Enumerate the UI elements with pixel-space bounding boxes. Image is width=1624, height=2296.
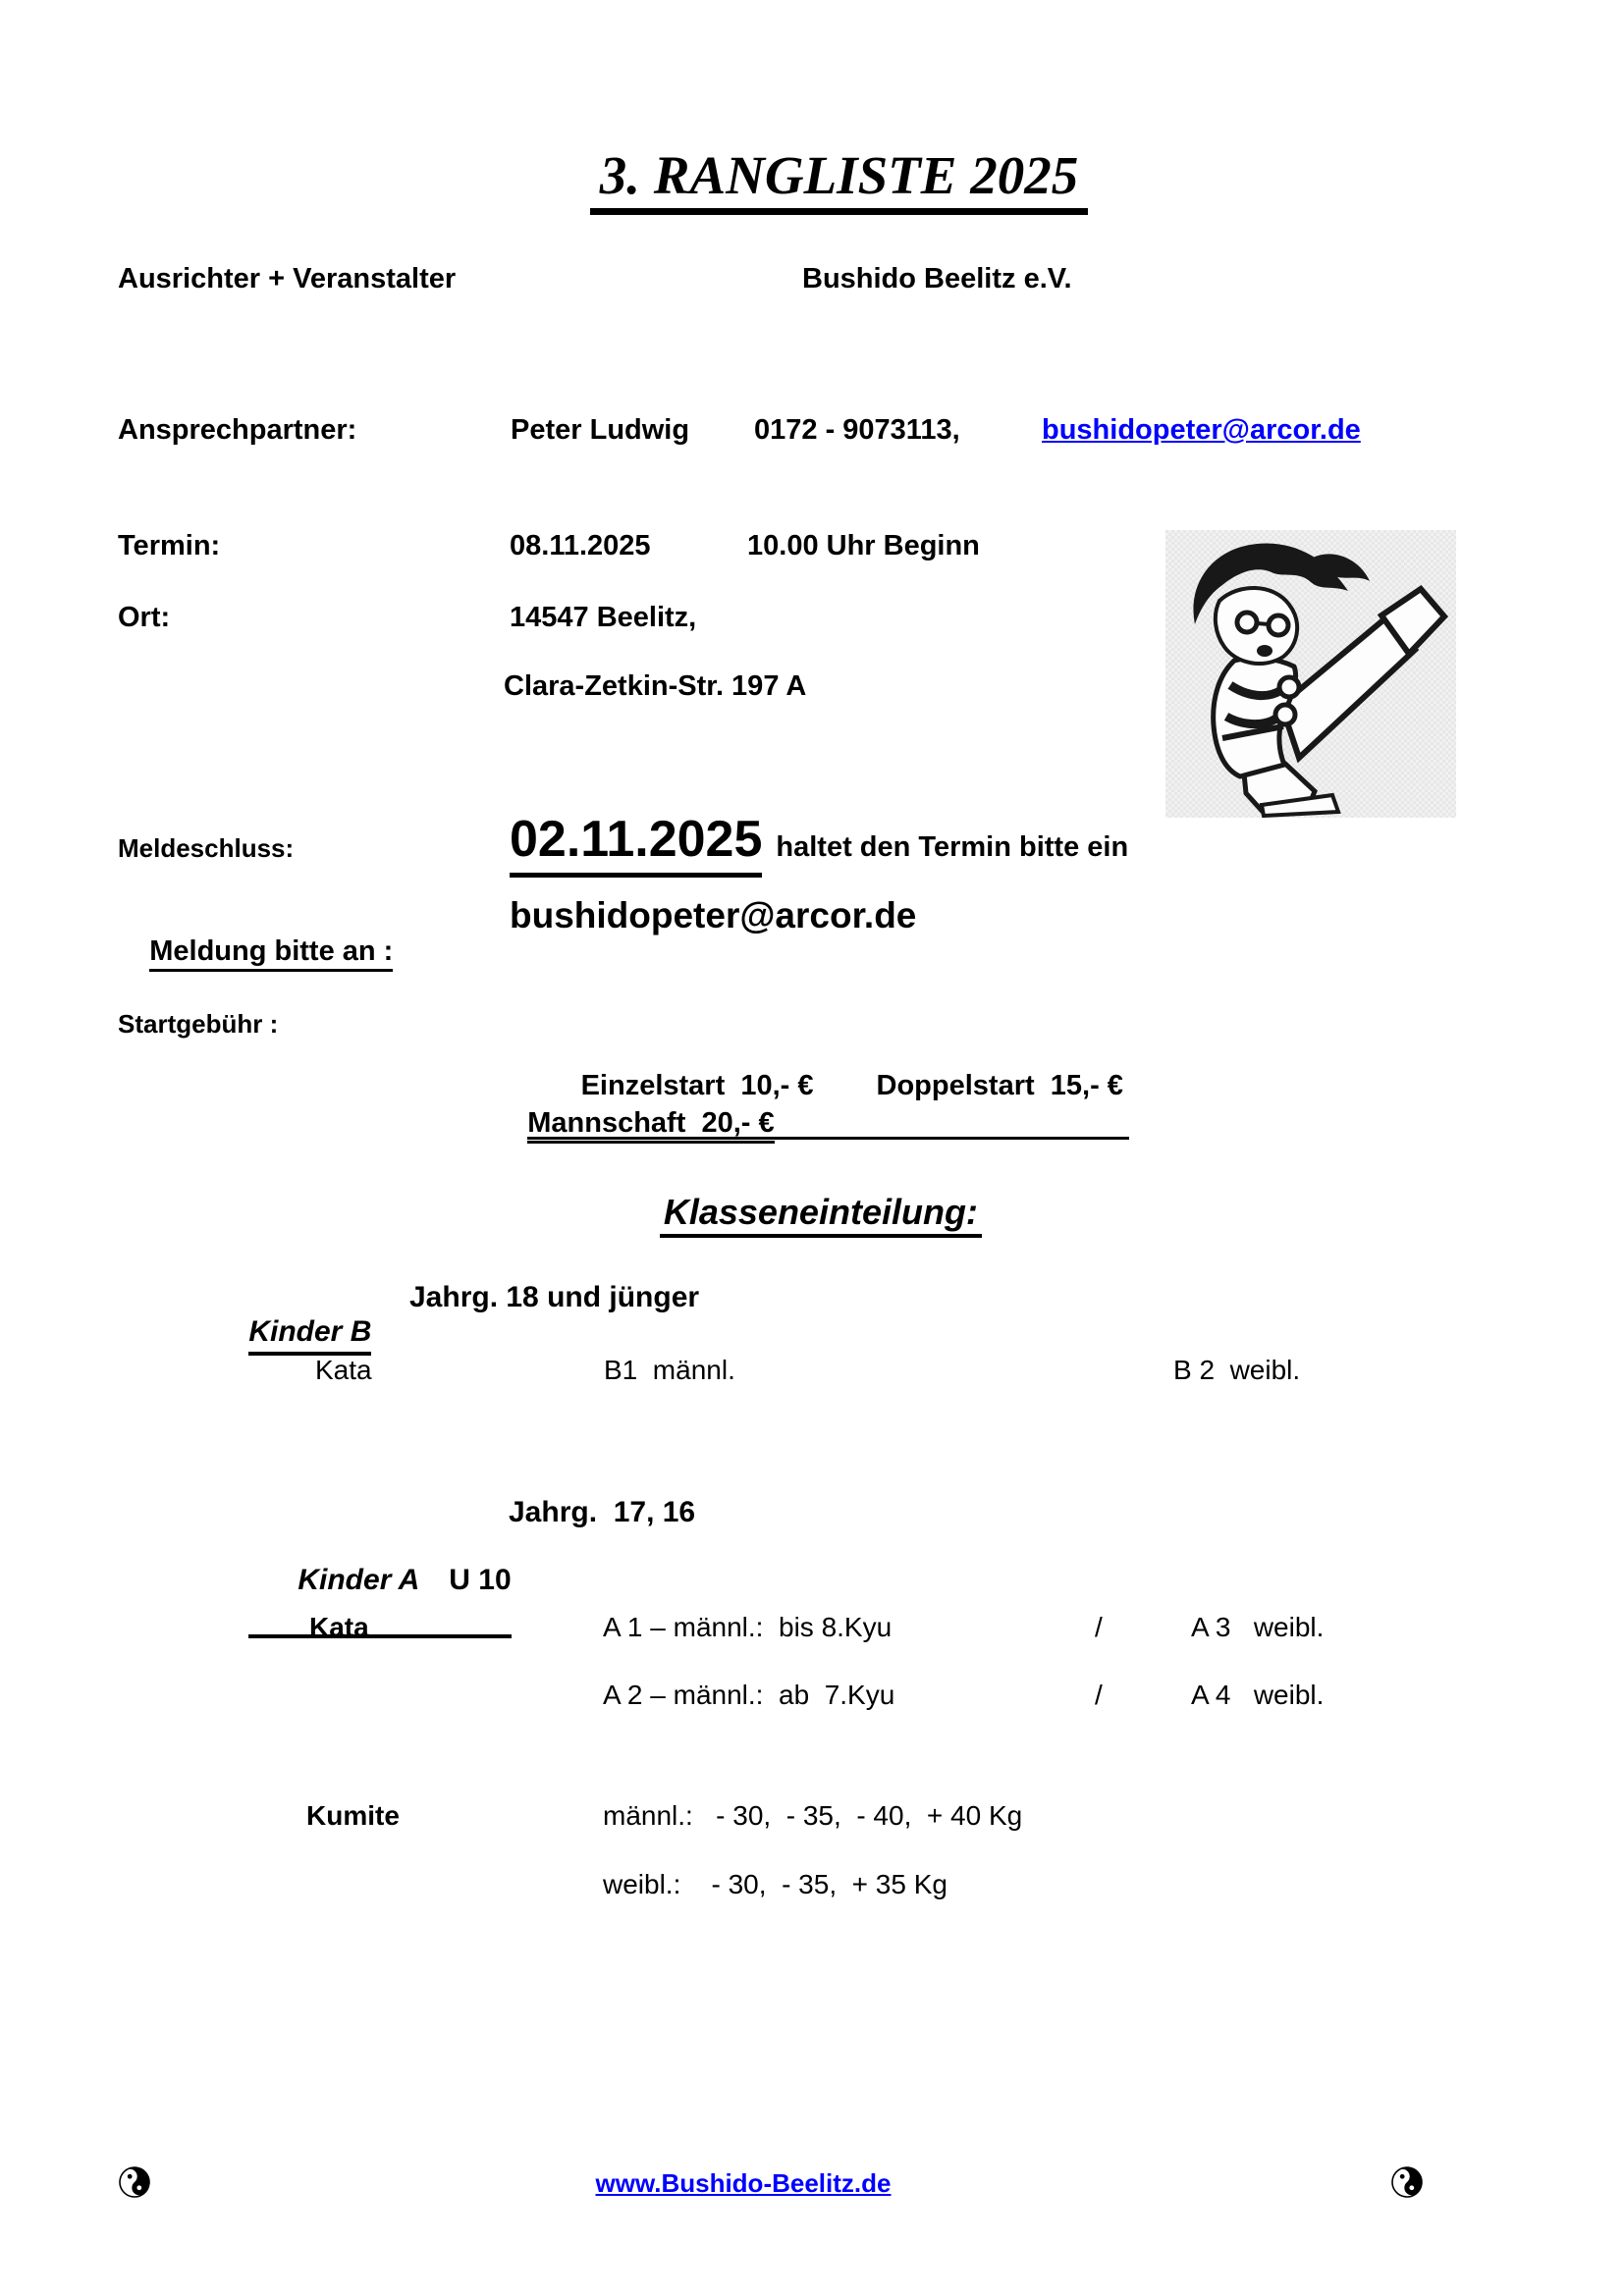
fee-single: Einzelstart 10,- € (580, 1069, 814, 1101)
event-location-label: Ort: (118, 602, 171, 633)
fee-team: Mannschaft 20,- € (527, 1107, 774, 1144)
kumite-male: männl.: - 30, - 35, - 40, + 40 Kg (603, 1800, 1023, 1831)
kata-row-separator: / (1095, 1612, 1103, 1642)
kinder-a-heading (216, 1496, 512, 1673)
kata-row-separator: / (1095, 1680, 1103, 1710)
deadline-date: 02.11.2025 (510, 811, 762, 878)
event-date-label: Termin: (118, 530, 221, 561)
kata-row-female: A 3 weibl. (1191, 1612, 1325, 1642)
registration-email: bushidopeter@arcor.de (510, 895, 917, 935)
kinder-b-kata-male: B1 männl. (604, 1355, 735, 1385)
yin-yang-icon (1390, 2165, 1424, 2199)
contact-phone: 0172 - 9073113, (754, 414, 960, 446)
fee-team-line (496, 1075, 775, 1173)
kinder-b-kata-female: B 2 weibl. (1173, 1355, 1301, 1385)
contact-name: Peter Ludwig (511, 414, 690, 446)
page-title-text: 3. RANGLISTE 2025 (590, 145, 1088, 215)
fee-double: Doppelstart 15,- € (876, 1069, 1123, 1101)
registration-label: Meldung bitte an : (118, 903, 393, 1001)
kumite-label: Kumite (306, 1800, 400, 1831)
event-street: Clara-Zetkin-Str. 197 A (504, 670, 807, 702)
deadline-note: haltet den Termin bitte ein (776, 831, 1129, 863)
event-time: 10.00 Uhr Beginn (747, 530, 980, 561)
kata-row-male: A 1 – männl.: bis 8.Kyu (603, 1612, 893, 1642)
kumite-female: weibl.: - 30, - 35, + 35 Kg (603, 1869, 947, 1899)
kinder-b-age: Jahrg. 18 und jünger (409, 1281, 700, 1313)
deadline-label: Meldeschluss: (118, 833, 295, 863)
contact-email-link[interactable]: bushidopeter@arcor.de (1042, 414, 1361, 446)
kinder-b-name: Kinder B (248, 1315, 371, 1357)
kinder-b-kata-label: Kata (315, 1355, 372, 1385)
kata-row-female: A 4 weibl. (1191, 1680, 1325, 1710)
footer-website-link[interactable]: www.Bushido-Beelitz.de (595, 2168, 892, 2198)
organizer-value: Bushido Beelitz e.V. (802, 263, 1072, 294)
kinder-a-age: Jahrg. 17, 16 (509, 1496, 696, 1528)
kinder-a-kata-label: Kata (309, 1612, 369, 1642)
kinder-a-name: Kinder A (298, 1564, 420, 1596)
event-city: 14547 Beelitz, (510, 602, 697, 633)
contact-label: Ansprechpartner: (118, 414, 357, 446)
deadline-row (510, 811, 1128, 878)
organizer-label: Ausrichter + Veranstalter (118, 263, 457, 294)
yin-yang-icon (118, 2165, 151, 2199)
page-title (0, 82, 1624, 269)
event-date: 08.11.2025 (510, 530, 651, 561)
kata-row-male: A 2 – männl.: ab 7.Kyu (603, 1680, 895, 1710)
classes-heading: Klasseneinteilung: (0, 1174, 1624, 1251)
karate-figure-image (1165, 530, 1456, 818)
kinder-a-group: U 10 (449, 1564, 512, 1596)
fee-label: Startgebühr : (118, 1009, 279, 1039)
